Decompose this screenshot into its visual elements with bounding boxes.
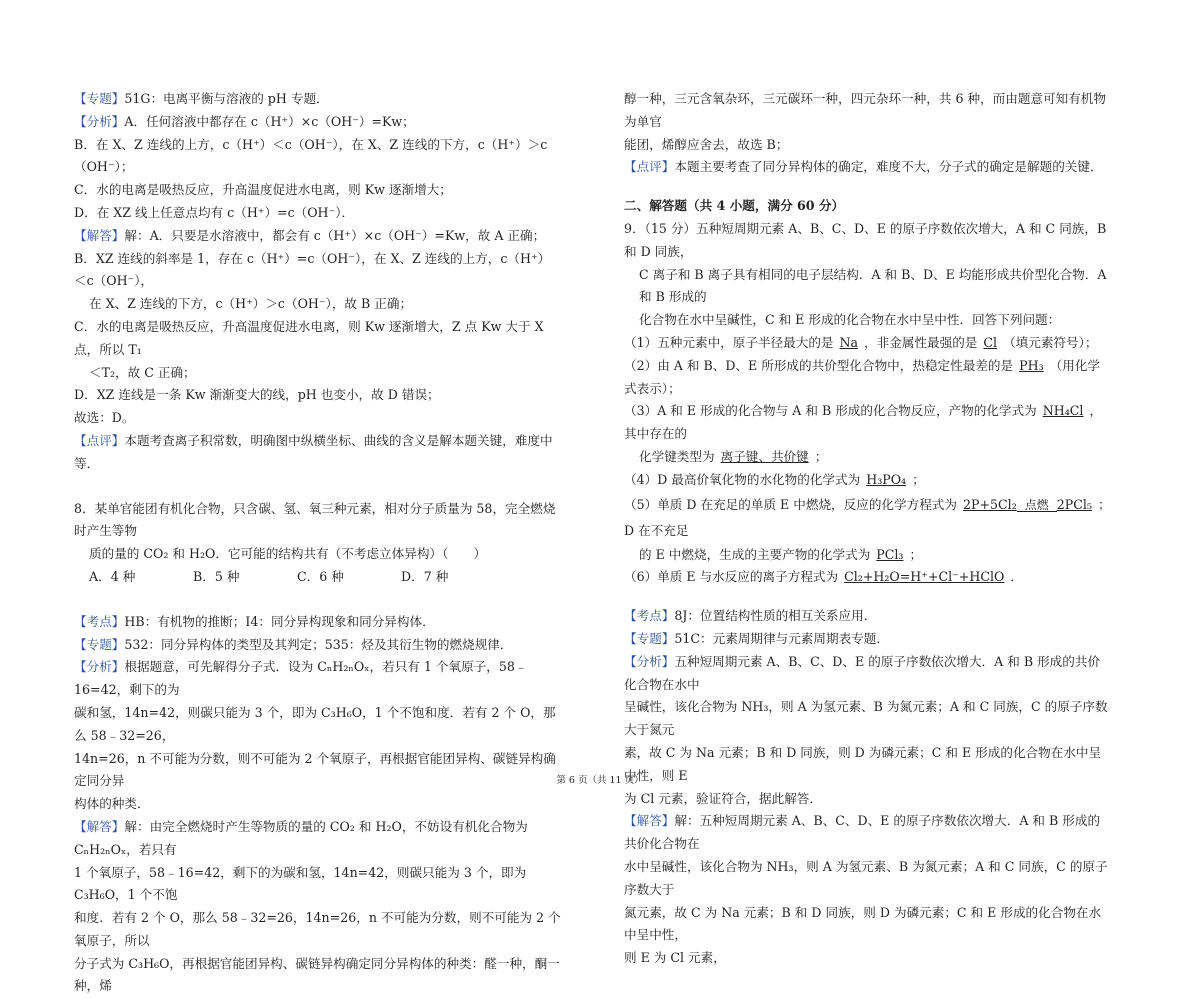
text-line: 分子式为 C₃H₆O，再根据官能团异构、碳链异构确定同分异构体的种类：醛一种，酮一种，烯: [74, 955, 560, 994]
analysis-line: 【分析】根据题意，可先解得分子式．设为 CₙH₂ₙOₓ，若只有 1 个氧原子，58﹣16=42，剩下的为: [74, 659, 528, 698]
text-line: C．水的电离是吸热反应，升高温度促进水电离，则 Kw 逐渐增大；: [74, 182, 452, 198]
answer-blank: PH₃: [1019, 357, 1044, 373]
section-tag: 【解答】: [624, 813, 675, 829]
text-line: 14n=26，n 不可能为分数，则不可能为 2 个氧原子，再根据官能团异构、碳链异构确定同分异: [74, 750, 556, 789]
subquestion-6: （6）单质 E 与水反应的离子方程式为 Cl₂+H₂O=H⁺+Cl⁻+HClO ．: [624, 569, 1023, 585]
analysis-line: 【分析】A．任何溶液中都存在 c（H⁺）×c（OH⁻）=Kw；: [74, 113, 415, 129]
subquestion-1: （1）五种元素中，原子半径最大的是 Na ，非金属性最强的是 Cl （填元素符号）；: [624, 334, 1098, 350]
subquestion-3: （3）A 和 E 形成的化合物与 A 和 B 形成的化合物反应，产物的化学式为 NH₄Cl ，其中存在的: [624, 403, 1103, 442]
text-line: 能团，烯醇应舍去，故选 B；: [624, 136, 789, 152]
page-footer: 第 6 页（共 11 页）: [556, 775, 644, 786]
right-column: [624, 88, 1112, 970]
knowledge-line: 【考点】HB：有机物的推断；I4：同分异构现象和同分异构体．: [74, 613, 435, 629]
section-tag: 【点评】: [74, 432, 125, 448]
subquestion-2: （2）由 A 和 B、D、E 所形成的共价型化合物中，热稳定性最差的是 PH₃ （用化学式表示）；: [624, 357, 1100, 396]
topic-line: 【专题】51G：电离平衡与溶液的 pH 专题．: [74, 91, 329, 106]
comment-line: 【点评】本题主要考查了同分异构体的确定，难度不大，分子式的确定是解题的关键．: [624, 159, 1103, 175]
section-tag: 【考点】: [624, 608, 675, 624]
text-line: 构体的种类．: [74, 796, 150, 812]
text-line: 为 Cl 元素，验证符合，据此解答．: [624, 790, 822, 806]
section-tag: 【点评】: [624, 159, 675, 175]
reaction-condition: 点燃: [1017, 499, 1057, 512]
text-line: B．在 X、Z 连线的上方，c（H⁺）＜c（OH⁻），在 X、Z 连线的下方，c（H⁺）＞c（OH⁻）；: [74, 136, 548, 175]
option-a: A．4 种: [89, 568, 136, 584]
text-line: 水中呈碱性，该化合物为 NH₃，则 A 为氢元素、B 为氮元素；A 和 C 同族，C 的原子序数大于: [624, 858, 1108, 897]
question-8: 8．某单官能团有机化合物，只含碳、氢、氧三种元素，相对分子质量为 58，完全燃烧时产生等物: [74, 500, 556, 539]
text-line: 呈碱性，该化合物为 NH₃，则 A 为氢元素、B 为氮元素；A 和 C 同族，C 的原子序数大于氮元: [624, 699, 1108, 738]
text-line: 则 E 为 Cl 元素，: [624, 950, 726, 966]
section-tag: 【专题】: [624, 630, 675, 646]
section-tag: 【解答】: [74, 818, 125, 834]
answer-blank: 离子键、共价键: [720, 448, 809, 464]
text-line: C．水的电离是吸热反应，升高温度促进水电离，则 Kw 逐渐增大，Z 点 Kw 大于 X 点，所以 T₁: [74, 318, 544, 357]
answer-blank: H₃PO₄: [866, 471, 907, 487]
text-line: 1 个氧原子，58﹣16=42，剩下的为碳和氢，14n=42，则碳只能为 3 个，即为 C₃H₆O，1 个不饱: [74, 864, 527, 903]
section-tag: 【分析】: [624, 653, 675, 669]
section-tag: 【考点】: [74, 613, 125, 629]
section-tag: 【分析】: [74, 659, 125, 675]
text-line: 碳和氢，14n=42，则碳只能为 3 个，即为 C₃H₆O，1 个不饱和度．若有 2 个 O，那么 58﹣32=26，: [74, 704, 556, 743]
answer-blank: Cl₂+H₂O=H⁺+Cl⁻+HClO: [844, 569, 1005, 585]
answer-blank: Cl: [983, 334, 998, 350]
subquestion-5: （5）单质 D 在充足的单质 E 中燃烧，反应的化学方程式为 2P+5Cl₂ 点燃 2PCl₅ ；D 在不充足: [624, 496, 1111, 538]
section-tag: 【专题】: [74, 91, 125, 106]
question-9-cont: 化合物在水中呈碱性，C 和 E 形成的化合物在水中呈中性．回答下列问题：: [639, 312, 1061, 328]
topic-line: 【专题】51C：元素周期律与元素周期表专题．: [624, 630, 889, 646]
text-line: 在 X、Z 连线的下方，c（H⁺）＞c（OH⁻），故 B 正确；: [89, 296, 413, 312]
text-line: 和度．若有 2 个 O，那么 58﹣32=26，14n=26，n 不可能为分数，则不可能为 2 个氧原子，所以: [74, 910, 561, 948]
left-column: [74, 88, 562, 998]
section-tag: 【解答】: [74, 227, 125, 243]
answer-blank: Na: [839, 334, 859, 350]
topic-line: 【专题】532：同分异构体的类型及其判定；535：烃及其衍生物的燃烧规律．: [74, 636, 513, 652]
section-heading: 二、解答题（共 4 小题，满分 60 分）: [624, 198, 845, 214]
option-c: C．6 种: [297, 568, 344, 584]
section-tag: 【分析】: [74, 113, 125, 129]
answer-blank: PCl₃: [876, 546, 904, 562]
question-9-cont: C 离子和 B 离子具有相同的电子层结构．A 和 B、D、E 均能形成共价型化合物．A 和 B 形成的: [639, 266, 1107, 305]
answer-blank: NH₄Cl: [1042, 403, 1084, 419]
text-line: ＜T₂，故 C 正确；: [89, 364, 196, 380]
text-line: B．XZ 连线的斜率是 1，存在 c（H⁺）=c（OH⁻），在 X、Z 连线的上方，c（H⁺）＜c（OH⁻），: [74, 250, 551, 289]
section-tag: 【专题】: [74, 636, 125, 652]
question-9: 9．（15 分）五种短周期元素 A、B、C、D、E 的原子序数依次增大，A 和 C 同族，B 和 D 同族，: [624, 220, 1107, 259]
text-line: 素，故 C 为 Na 元素；B 和 D 同族，则 D 为磷元素；C 和 E 形成的化合物在水中呈中性，则 E: [624, 744, 1102, 783]
comment-line: 【点评】本题考查离子积常数，明确图中纵横坐标、曲线的含义是解本题关键，难度中等．: [74, 432, 553, 471]
text-line: D．XZ 连线是一条 Kw 渐渐变大的线，pH 也变小，故 D 错误；: [74, 387, 440, 403]
answer-line: 【解答】解：五种短周期元素 A、B、C、D、E 的原子序数依次增大．A 和 B 形成的共价化合物在: [624, 813, 1101, 852]
text-line: D．在 XZ 线上任意点均有 c（H⁺）=c（OH⁻）．: [74, 204, 355, 220]
subquestion-3-cont: 化学键类型为 离子键、共价键 ；: [639, 448, 828, 464]
question-8-options: [74, 566, 562, 589]
text-line: 氮元素，故 C 为 Na 元素；B 和 D 同族，则 D 为磷元素；C 和 E 形成的化合物在水中呈中性，: [624, 904, 1102, 943]
subquestion-4: （4）D 最高价氧化物的水化物的化学式为 H₃PO₄ ；: [624, 471, 925, 487]
analysis-line: 【分析】五种短周期元素 A、B、C、D、E 的原子序数依次增大．A 和 B 形成的共价化合物在水中: [624, 653, 1101, 692]
answer-blank: 2P+5Cl₂ 点燃 2PCl₅: [962, 496, 1092, 512]
text-line: 醇一种，三元含氧杂环，三元碳环一种，四元杂环一种，共 6 种，而由题意可知有机物为单官: [624, 91, 1106, 129]
question-8-cont: 质的量的 CO₂ 和 H₂O．它可能的结构共有（不考虑立体异构）（ ）: [89, 546, 487, 562]
text-line: 故选：D。: [74, 410, 135, 426]
option-b: B．5 种: [193, 568, 240, 584]
answer-line: 【解答】解：A．只要是水溶液中，都会有 c（H⁺）×c（OH⁻）=Kw，故 A 正确；: [74, 227, 546, 243]
answer-line: 【解答】解：由完全燃烧时产生等物质的量的 CO₂ 和 H₂O，不妨设有机化合物为 CₙH₂ₙOₓ，若只有: [74, 818, 528, 857]
knowledge-line: 【考点】8J：位置结构性质的相互关系应用．: [624, 608, 877, 624]
option-d: D．7 种: [401, 568, 449, 584]
subquestion-5-cont: 的 E 中燃烧，生成的主要产物的化学式为 PCl₃ ；: [639, 546, 923, 562]
